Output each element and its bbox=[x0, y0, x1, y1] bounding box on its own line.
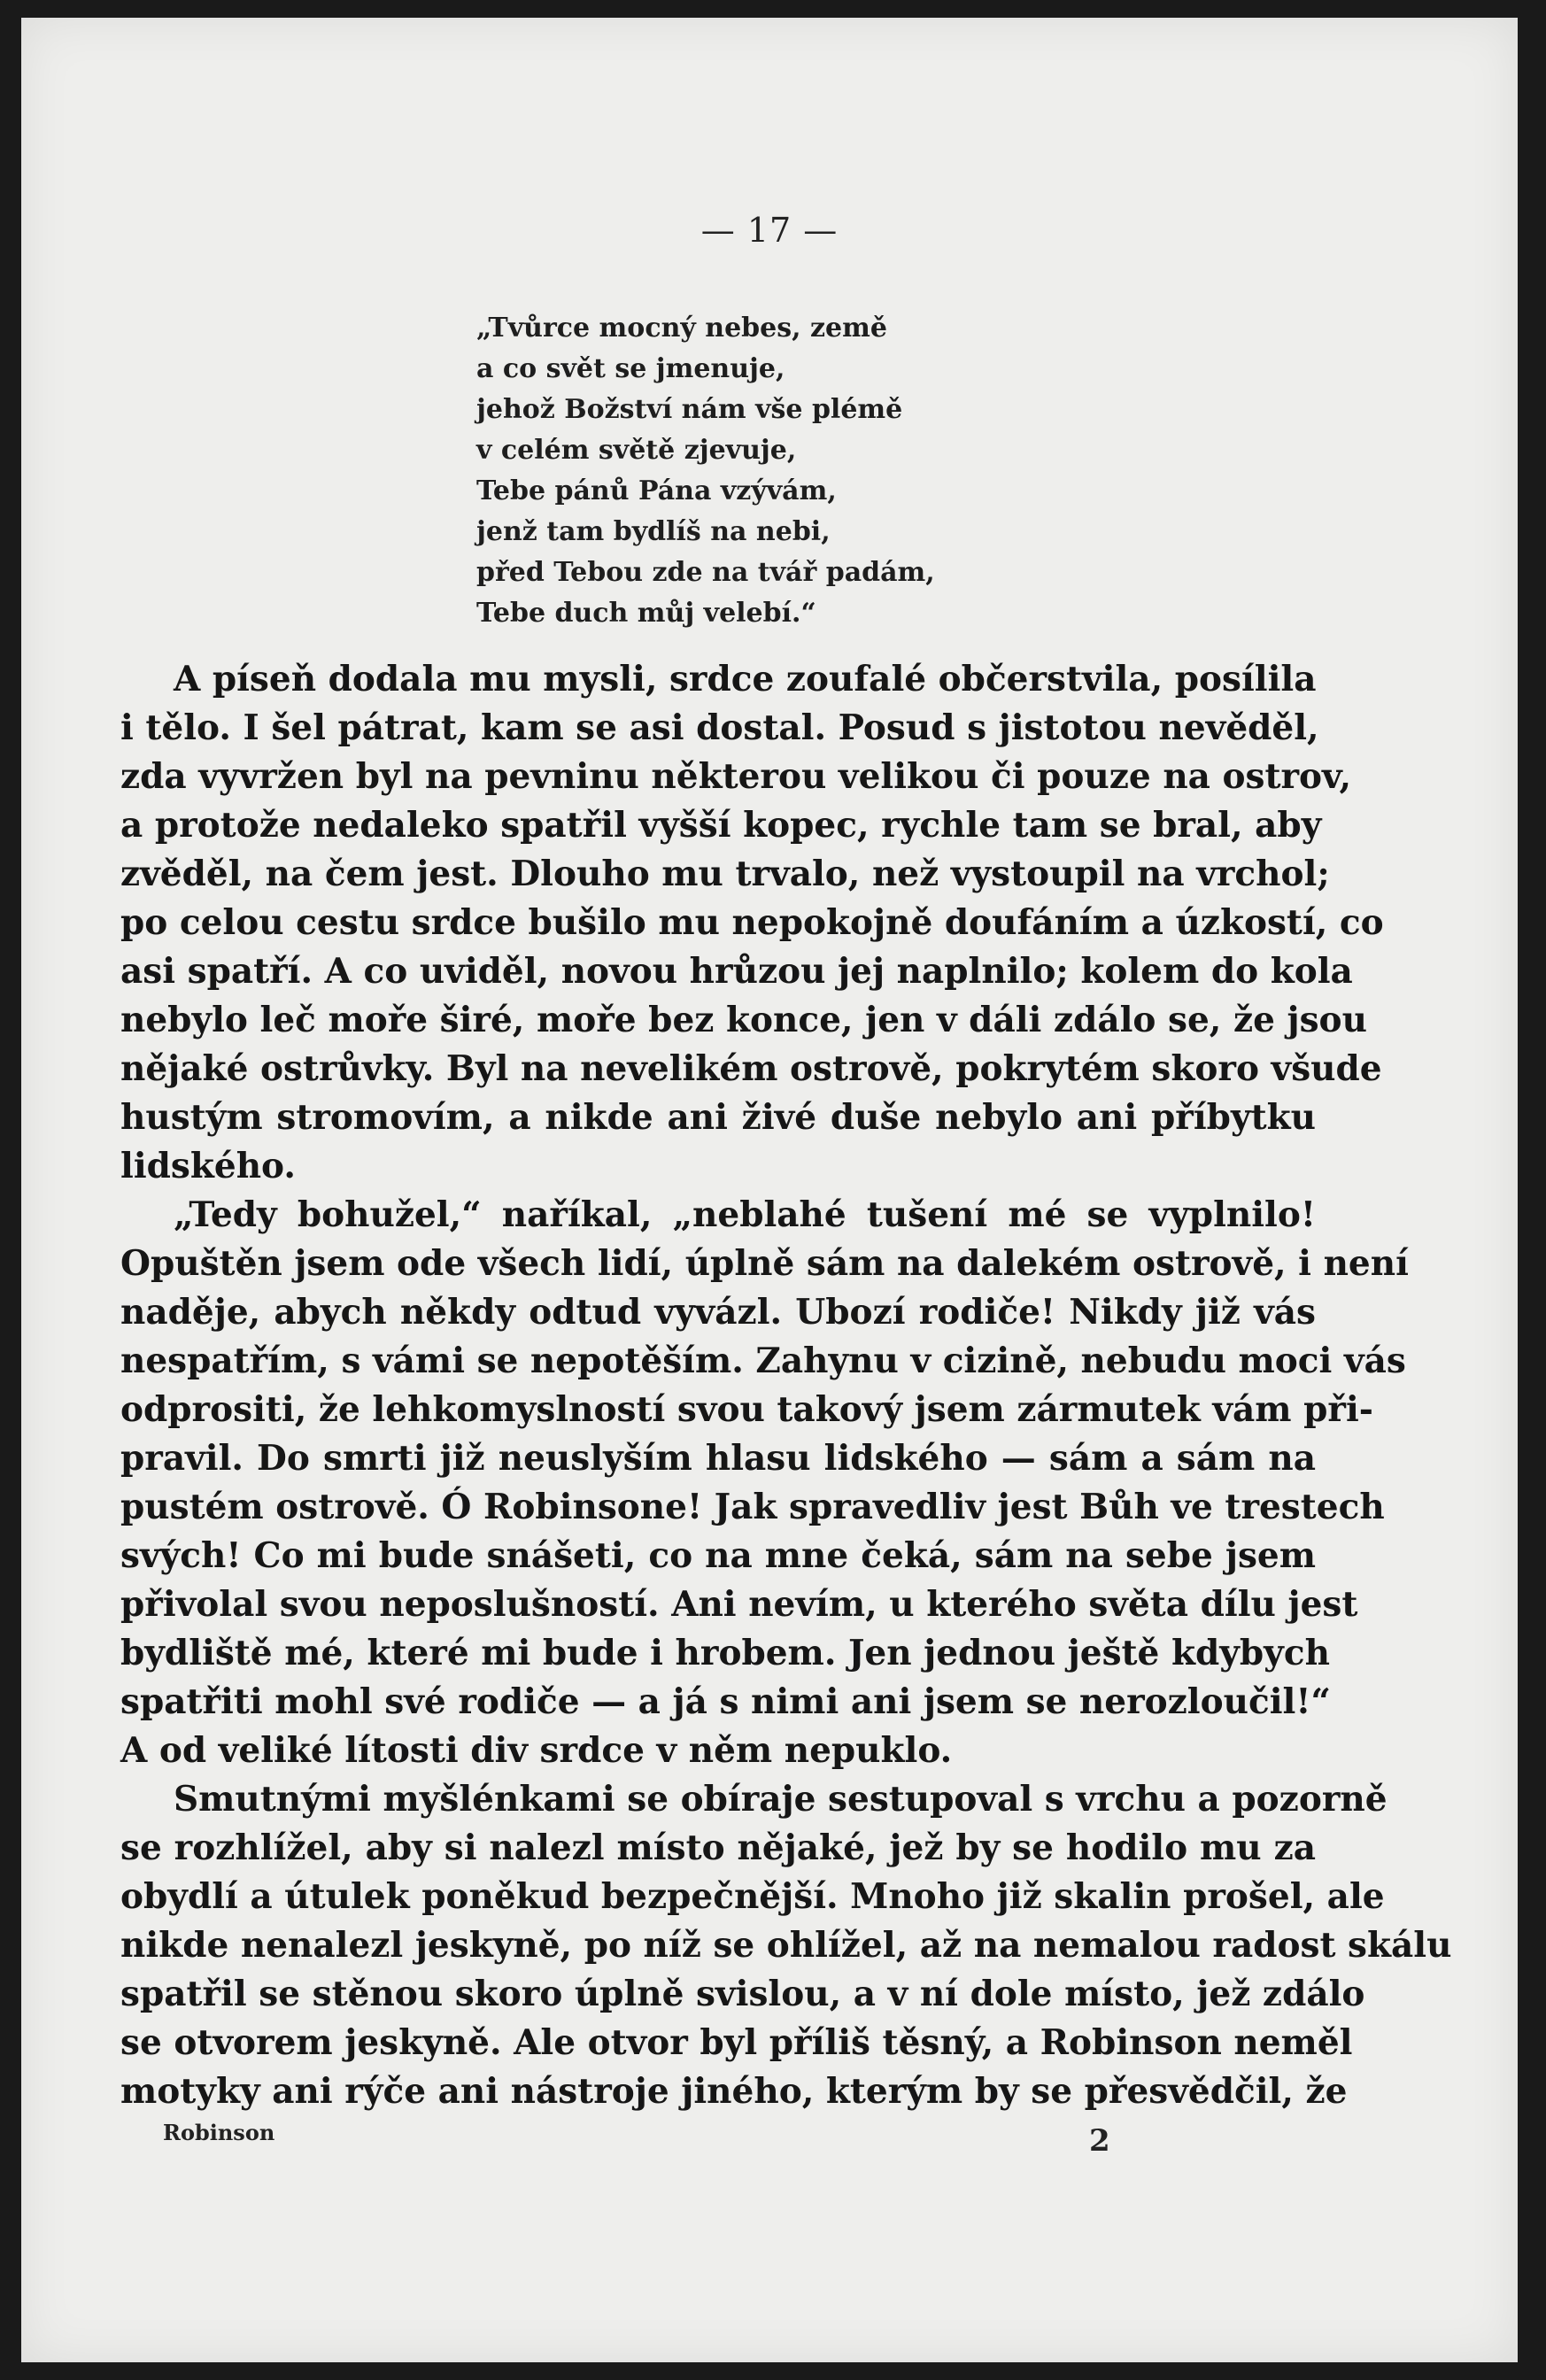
poem-line: Tebe pánů Pána vzývám, bbox=[476, 475, 837, 506]
text-line: spatřiti mohl své rodiče — a já s nimi ani jsem se nerozloučil!“ bbox=[120, 1681, 1331, 1722]
text-line: se rozhlížel, aby si nalezl místo nějaké, jež by se hodilo mu za bbox=[120, 1828, 1316, 1868]
book-page bbox=[21, 18, 1518, 2362]
text-line: motyky ani rýče ani nástroje jiného, kterým by se přesvědčil, že bbox=[120, 2071, 1348, 2112]
text-line: nebylo leč moře širé, moře bez konce, jen v dáli zdálo se, že jsou bbox=[120, 1000, 1367, 1040]
poem-line: a co svět se jmenuje, bbox=[476, 353, 785, 384]
page-number: — 17 — bbox=[700, 211, 839, 250]
text-line: nějaké ostrůvky. Byl na nevelikém ostrově, pokrytém skoro všude bbox=[120, 1048, 1382, 1089]
text-line: po celou cestu srdce bušilo mu nepokojně doufáním a úzkostí, co bbox=[120, 902, 1384, 943]
text-line: a protože nedaleko spatřil vyšší kopec, rychle tam se bral, aby bbox=[120, 805, 1322, 846]
poem-line: Tebe duch můj velebí.“ bbox=[476, 598, 816, 629]
poem-line: před Tebou zde na tvář padám, bbox=[476, 557, 935, 588]
text-line: asi spatří. A co uviděl, novou hrůzou jej naplnilo; kolem do kola bbox=[120, 951, 1353, 992]
text-line: svých! Co mi bude snášeti, co na mne čeká, sám na sebe jsem bbox=[120, 1535, 1316, 1576]
text-line: pustém ostrově. Ó Robinsone! Jak spravedliv jest Bůh ve trestech bbox=[120, 1487, 1385, 1527]
text-line: hustým stromovím, a nikde ani živé duše nebylo ani příbytku bbox=[120, 1097, 1316, 1138]
poem-line: „Tvůrce mocný nebes, země bbox=[476, 313, 887, 344]
text-line: lidského. bbox=[120, 1146, 296, 1186]
text-line: se otvorem jeskyně. Ale otvor byl příliš těsný, a Robinson neměl bbox=[120, 2022, 1353, 2063]
text-line: spatřil se stěnou skoro úplně svislou, a v ní dole místo, jež zdálo bbox=[120, 1974, 1365, 2014]
sheet-number: 2 bbox=[1089, 2123, 1110, 2159]
poem-line: jehož Božství nám vše plémě bbox=[476, 394, 903, 425]
text-line: A píseň dodala mu mysli, srdce zoufalé občerstvila, posílila bbox=[174, 659, 1317, 699]
text-line: zvěděl, na čem jest. Dlouho mu trvalo, než vystoupil na vrchol; bbox=[120, 854, 1330, 894]
paragraph bbox=[120, 1191, 1409, 1775]
text-line: pravil. Do smrti již neuslyším hlasu lidského — sám a sám na bbox=[120, 1438, 1316, 1479]
signature-mark: Robinson bbox=[163, 2120, 275, 2145]
paragraph bbox=[120, 655, 1384, 1191]
text-line: bydliště mé, které mi bude i hrobem. Jen jednou ještě kdybych bbox=[120, 1633, 1330, 1673]
text-line: nikde nenalezl jeskyně, po níž se ohlížel, až na nemalou radost skálu bbox=[120, 1925, 1452, 1966]
text-line: přivolal svou neposlušností. Ani nevím, u kterého světa dílu jest bbox=[120, 1584, 1358, 1625]
text-line: obydlí a útulek poněkud bezpečnější. Mnoho již skalin prošel, ale bbox=[120, 1876, 1385, 1917]
text-line: „Tedy bohužel,“ naříkal, „neblahé tušení mé se vyplnilo! bbox=[174, 1194, 1316, 1235]
text-line: naděje, abych někdy odtud vyvázl. Ubozí rodiče! Nikdy již vás bbox=[120, 1292, 1316, 1333]
text-line: nespatřím, s vámi se nepotěším. Zahynu v cizině, nebudu moci vás bbox=[120, 1341, 1406, 1381]
text-line: zda vyvržen byl na pevninu některou velikou či pouze na ostrov, bbox=[120, 756, 1352, 797]
text-line: Smutnými myšlénkami se obíraje sestupoval s vrchu a pozorně bbox=[174, 1779, 1388, 1820]
text-line: Opuštěn jsem ode všech lidí, úplně sám na dalekém ostrově, i není bbox=[120, 1243, 1409, 1284]
text-line: A od veliké lítosti div srdce v něm nepuklo. bbox=[120, 1730, 953, 1771]
poem-line: v celém světě zjevuje, bbox=[476, 435, 797, 466]
body-text bbox=[120, 655, 1452, 2116]
poem-line: jenž tam bydlíš na nebi, bbox=[476, 516, 831, 547]
poem-block bbox=[476, 308, 1362, 634]
paragraph bbox=[120, 1775, 1452, 2116]
text-line: i tělo. I šel pátrat, kam se asi dostal. Posud s jistotou nevěděl, bbox=[120, 707, 1319, 748]
text-line: odprositi, že lehkomyslností svou takový jsem zármutek vám při- bbox=[120, 1389, 1373, 1430]
